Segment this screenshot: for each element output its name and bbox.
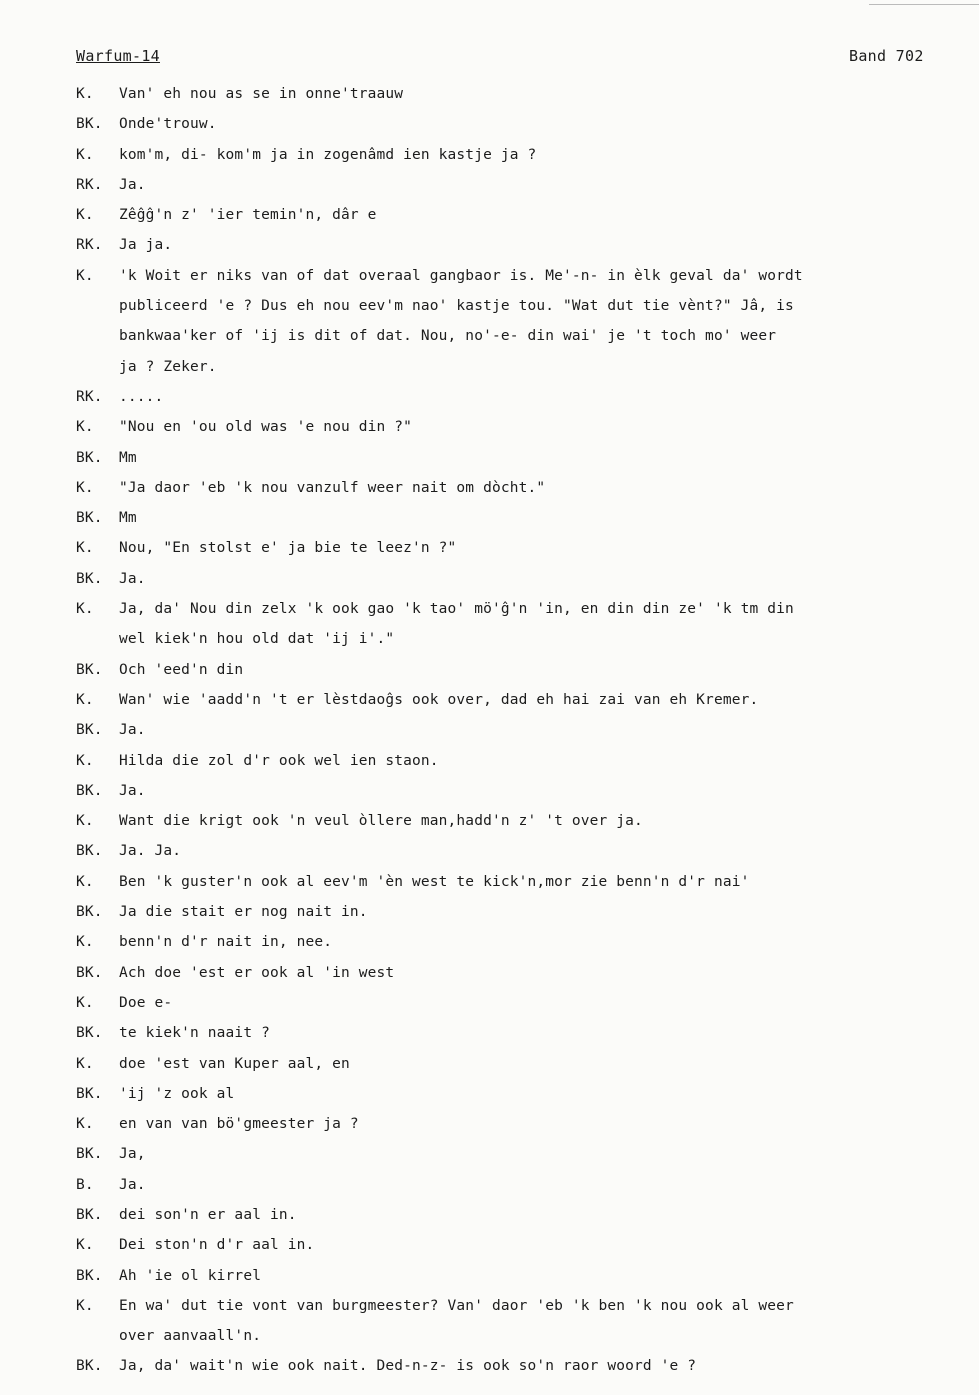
transcript-line [76,321,946,351]
utterance-text: Ja. [119,1176,146,1193]
corner-rule [869,4,979,5]
utterance-text: dei son'n er aal in. [119,1206,297,1223]
speaker-label: B. [76,1176,94,1193]
speaker-label: K. [76,994,94,1011]
speaker-label [76,352,119,382]
transcript-line [76,533,946,563]
transcript-line [76,958,946,988]
utterance-text: Van' eh nou as se in onne'traauw [119,86,404,102]
utterance-text: bankwaa'ker of 'ij is dit of dat. Nou, no'-e- din wai' je 't toch mo' weer [119,328,777,345]
transcript-line [76,170,946,200]
speaker-label: BK. [76,116,103,133]
utterance-text: doe 'est van Kuper aal, en [119,1055,350,1072]
speaker-label: BK. [76,1085,103,1102]
speaker-label: BK. [76,1146,103,1163]
speaker-label: K. [76,1297,94,1314]
speaker-label: BK. [76,1025,103,1042]
transcript-line [76,140,946,170]
speaker-label: BK. [76,1358,103,1375]
utterance-text: Ja. Ja. [119,843,182,860]
speaker-label: BK. [76,510,103,527]
transcript-line [76,746,946,776]
utterance-text: en van van bö'gmeester ja ? [119,1116,359,1133]
utterance-text: over aanvaall'n. [119,1328,262,1345]
utterance-text: Doe e- [119,994,173,1011]
speaker-label [76,1321,119,1351]
transcript-line [76,109,946,139]
utterance-text: Ja. [119,176,146,193]
speaker-label: K. [76,540,94,557]
utterance-text: Zêĝĝ'n z' 'ier temin'n, dâr e [119,207,377,224]
transcript-line [76,412,946,442]
transcript-line [76,1109,946,1139]
transcript-body [76,79,946,1382]
utterance-text: Dei ston'n d'r aal in. [119,1237,315,1254]
speaker-label: K. [76,146,94,163]
utterance-text: kom'm, di- kom'm ja in zogenâmd ien kastje ja ? [119,146,537,163]
speaker-label: K. [76,1055,94,1072]
band-number: Band 702 [849,47,924,65]
speaker-label: BK. [76,904,103,921]
utterance-text: Och 'eed'n din [119,661,244,678]
utterance-text: Ja, da' wait'n wie ook nait. Ded-n-z- is ook so'n raor woord 'e ? [119,1358,697,1375]
transcript-line [76,897,946,927]
transcript-line [76,503,946,533]
utterance-text: publiceerd 'e ? Dus eh nou eev'm nao' kastje tou. "Wat dut tie vènt?" Jâ, is [119,298,794,315]
transcript-line [76,261,946,291]
utterance-text: En wa' dut tie vont van burgmeester? Van' daor 'eb 'k ben 'k nou ook al weer [119,1297,794,1314]
transcript-line [76,1018,946,1048]
document-title: Warfum-14 [76,47,160,65]
speaker-label: BK. [76,661,103,678]
utterance-text: te kiek'n naait ? [119,1025,270,1042]
transcript-line [76,1049,946,1079]
utterance-text: wel kiek'n hou old dat 'ij i'." [119,631,395,648]
transcript-line [76,1170,946,1200]
transcript-line [76,655,946,685]
transcript-line [76,382,946,412]
utterance-text: Mm [119,449,137,466]
speaker-label: BK. [76,782,103,799]
utterance-text: Ben 'k guster'n ook al eev'm 'èn west te kick'n,mor zie benn'n d'r nai' [119,873,750,890]
transcript-line [76,1139,946,1169]
speaker-label: BK. [76,1206,103,1223]
speaker-label: K. [76,207,94,224]
utterance-text: Ja. [119,570,146,587]
speaker-label: K. [76,934,94,951]
transcript-line [76,1200,946,1230]
transcript-line [76,1079,946,1109]
utterance-text: Ja ja. [119,237,173,254]
speaker-label: K. [76,752,94,769]
utterance-text: benn'n d'r nait in, nee. [119,934,333,951]
speaker-label: K. [76,873,94,890]
utterance-text: Ja. [119,782,146,799]
transcript-line [76,564,946,594]
transcript-line [76,352,946,382]
utterance-text: Ja. [119,722,146,739]
transcript-line [76,867,946,897]
utterance-text: 'ij 'z ook al [119,1085,235,1102]
utterance-text: Ja, [119,1146,146,1163]
transcript-line [76,1321,946,1351]
transcript-line [76,473,946,503]
speaker-label: K. [76,419,94,436]
transcript-line [76,988,946,1018]
transcript-line [76,443,946,473]
speaker-label: BK. [76,449,103,466]
utterance-text: "Ja daor 'eb 'k nou vanzulf weer nait om dòcht." [119,479,546,496]
transcript-line [76,927,946,957]
speaker-label: RK. [76,388,103,405]
transcript-line [76,200,946,230]
transcript-line [76,79,946,109]
utterance-text: Ja, da' Nou din zelx 'k ook gao 'k tao' mö'ĝ'n 'in, en din din ze' 'k tm din [119,601,794,618]
transcript-line [76,1351,946,1381]
transcript-line [76,1230,946,1260]
speaker-label: BK. [76,1267,103,1284]
transcript-line [76,624,946,654]
speaker-label: K. [76,267,94,284]
speaker-label: BK. [76,843,103,860]
transcript-line [76,685,946,715]
speaker-label: BK. [76,722,103,739]
utterance-text: ..... [119,388,164,405]
transcript-line [76,594,946,624]
speaker-label: K. [76,1237,94,1254]
transcript-line [76,836,946,866]
utterance-text: Ah 'ie ol kirrel [119,1267,262,1284]
transcript-line [76,230,946,260]
speaker-label: RK. [76,237,103,254]
speaker-label: K. [76,1116,94,1133]
speaker-label [76,321,119,351]
utterance-text: Onde'trouw. [119,116,217,133]
utterance-text: Nou, "En stolst e' ja bie te leez'n ?" [119,540,457,557]
utterance-text: Wan' wie 'aadd'n 't er lèstdaoĝs ook over, dad eh hai zai van eh Kremer. [119,691,759,708]
transcript-line [76,291,946,321]
utterance-text: Hilda die zol d'r ook wel ien staon. [119,752,439,769]
transcript-line [76,806,946,836]
speaker-label: K. [76,86,94,102]
transcript-line [76,1261,946,1291]
speaker-label: BK. [76,570,103,587]
utterance-text: Ach doe 'est er ook al 'in west [119,964,395,981]
transcript-line [76,715,946,745]
speaker-label [76,291,119,321]
speaker-label: BK. [76,964,103,981]
speaker-label: K. [76,691,94,708]
utterance-text: Ja die stait er nog nait in. [119,904,368,921]
utterance-text: ja ? Zeker. [119,358,217,375]
speaker-label [76,624,119,654]
transcript-line [76,776,946,806]
speaker-label: K. [76,601,94,618]
transcript-line [76,1291,946,1321]
utterance-text: Mm [119,510,137,527]
utterance-text: "Nou en 'ou old was 'e nou din ?" [119,419,413,436]
utterance-text: 'k Woit er niks van of dat overaal gangbaor is. Me'-n- in èlk geval da' wordt [119,267,803,284]
speaker-label: RK. [76,176,103,193]
speaker-label: K. [76,479,94,496]
utterance-text: Want die krigt ook 'n veul òllere man,hadd'n z' 't over ja. [119,813,643,830]
speaker-label: K. [76,813,94,830]
